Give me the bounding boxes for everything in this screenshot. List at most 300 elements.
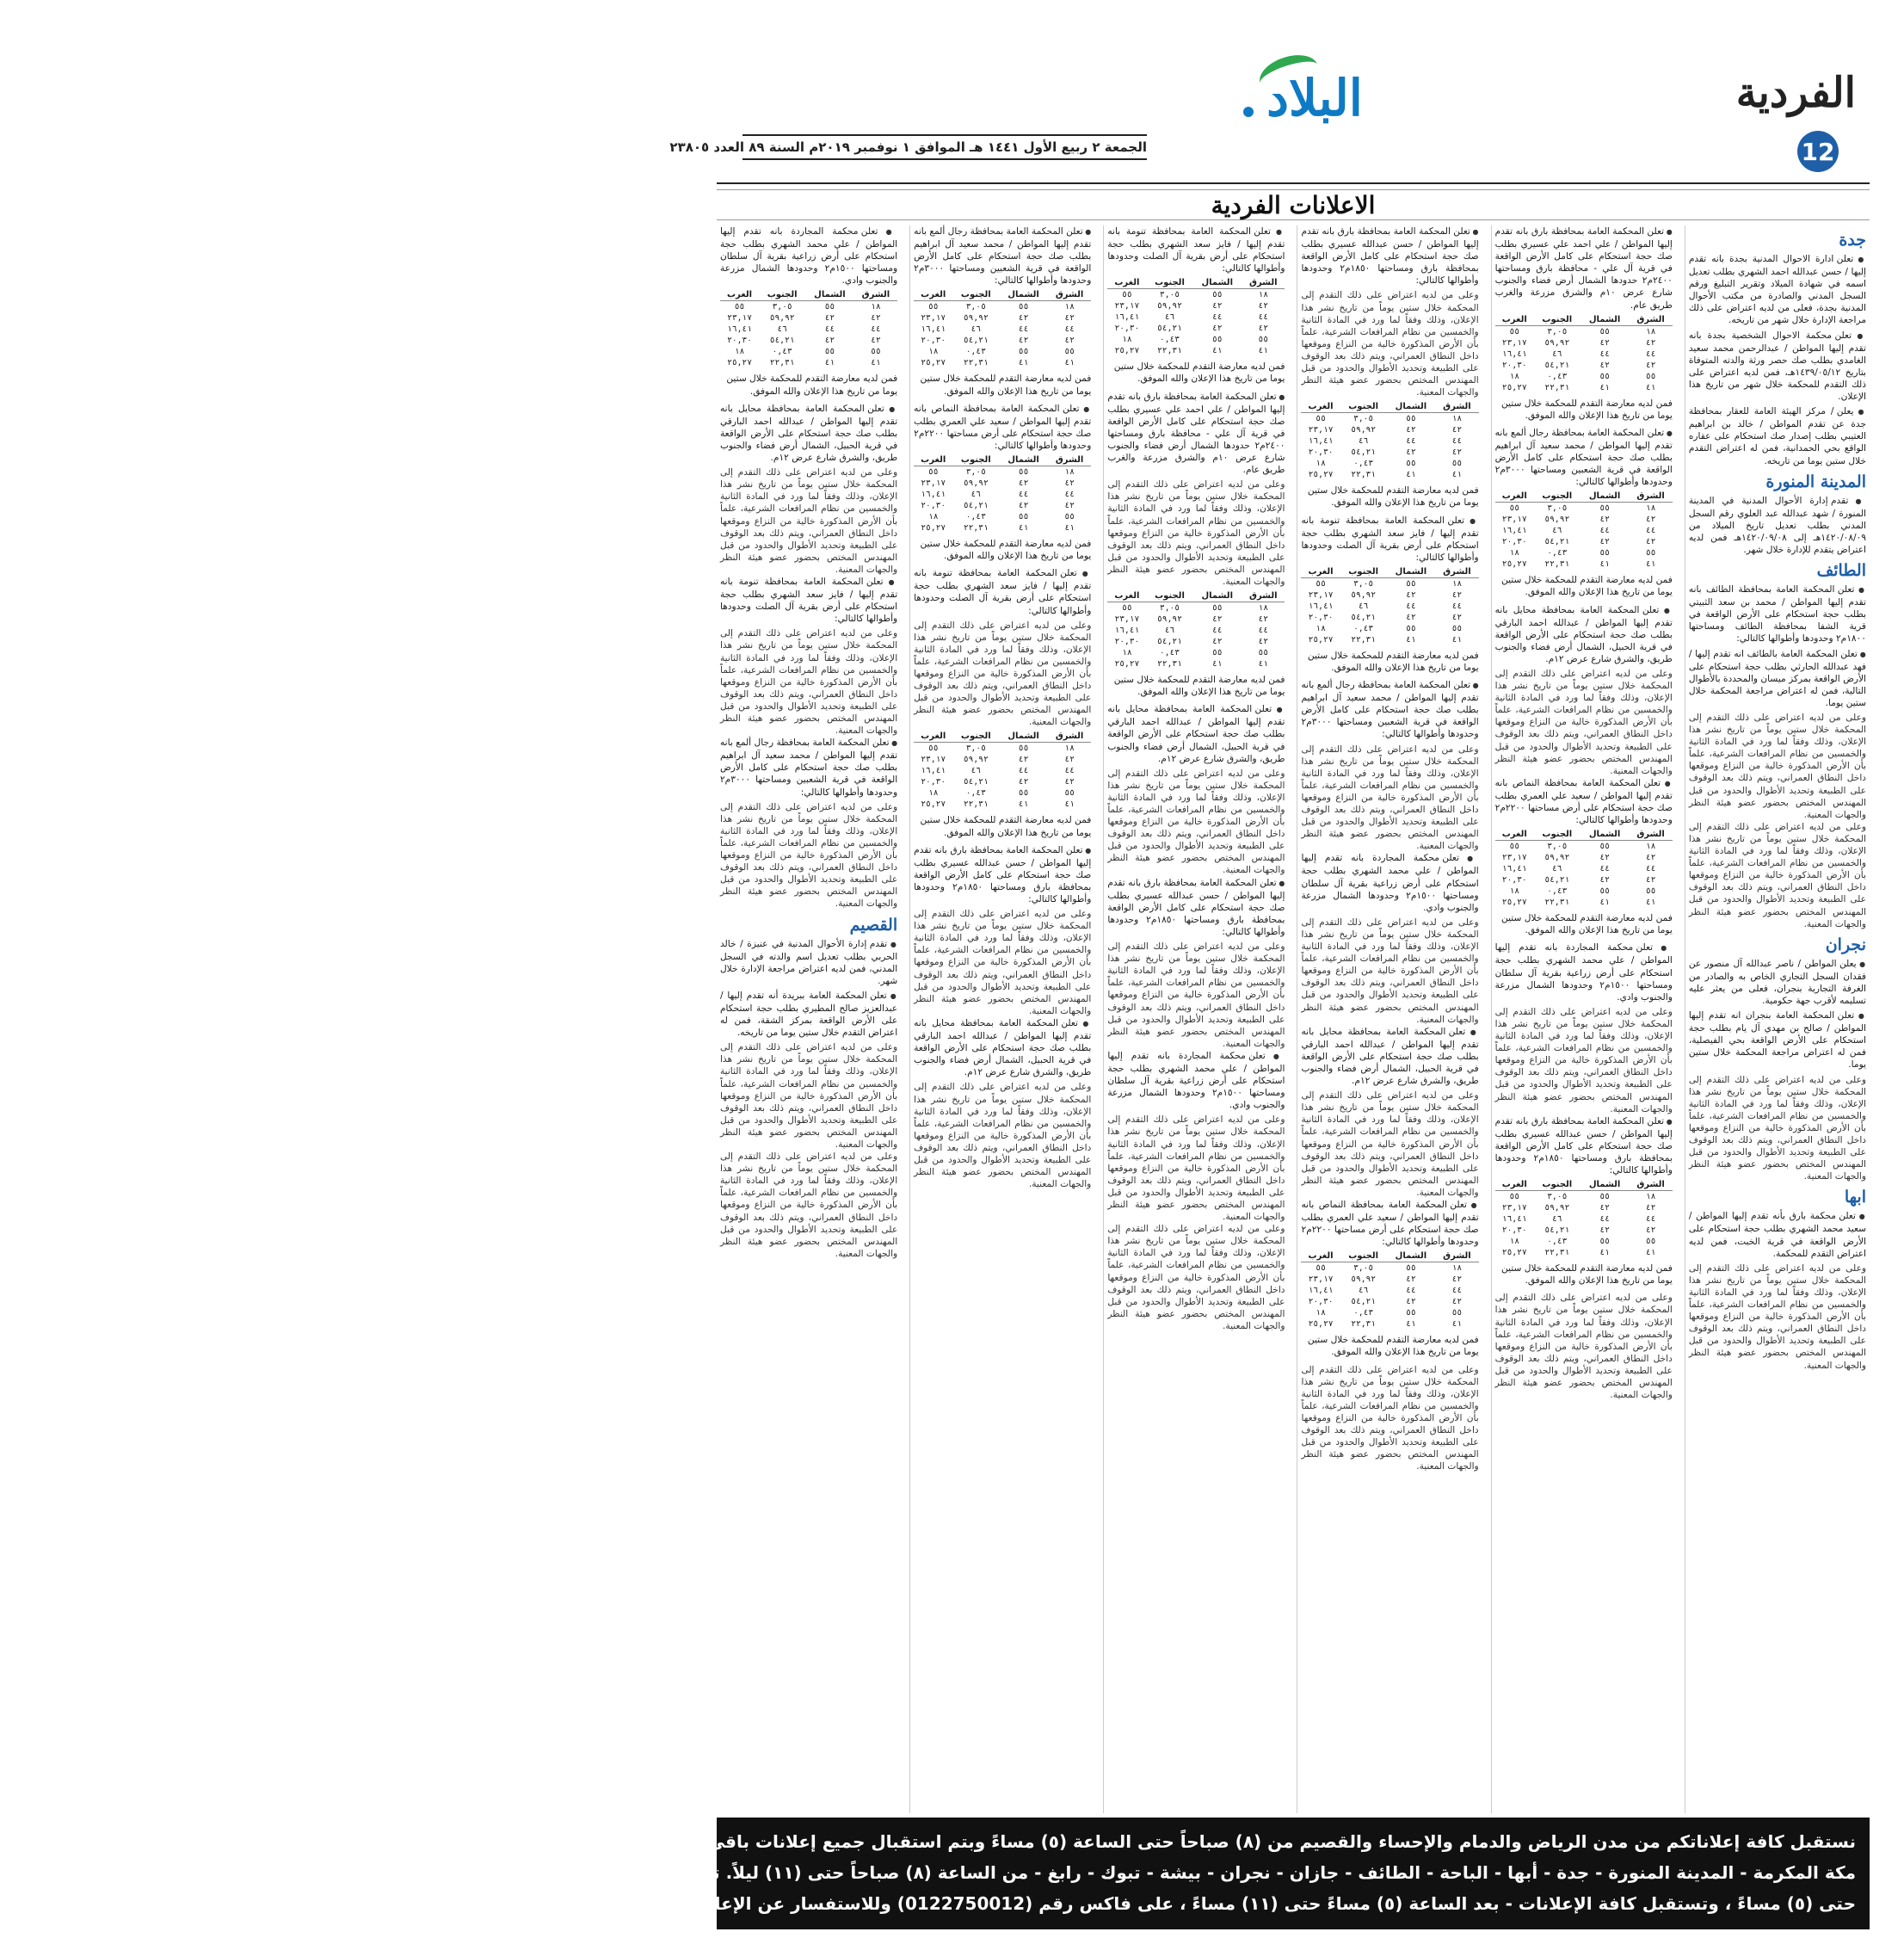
table-cell: ١٨ — [734, 347, 745, 357]
ad-item: ● تعلن محكمة المجاردة بانه تقدم إليها المواطن / علي محمد الشهري بطلب حجة استحكام على أرض زراعية بقرية آل سلطان ومساحتها ١٥٠٠م٢ وحدودها الشمال مزرعة والجنوب وادي. — [1107, 1050, 1285, 1111]
table-cell: ٥٥ — [1211, 290, 1223, 300]
table-cell: ١٨ — [1509, 371, 1520, 381]
table-cell: ٥٥ — [1406, 623, 1416, 633]
ad-closing-text: فمن لديه معارضة التقدم للمحكمة خلال ستين يوما من تاريخ هذا الإعلان والله الموفق. — [1501, 398, 1673, 421]
issue-date-line: الجمعة ٢ ربيع الأول ١٤٤١ هـ الموافق ١ نوفمبر ٢٠١٩م السنة ٨٩ العدد ٢٣٨٠٥ — [742, 134, 1147, 160]
table-cell: ٥٩,٩٢ — [1544, 337, 1570, 348]
table-cell: ٥٥ — [1018, 302, 1029, 312]
table-cell: ٤٦ — [970, 490, 982, 500]
column-header: الجنوب — [1340, 401, 1387, 413]
table-row — [1495, 536, 1673, 547]
table-cell: ٤٢ — [1018, 777, 1029, 787]
table-cell: ٥٥ — [1406, 1263, 1416, 1274]
ad-item: ● تعلن المحكمة العامة بمحافظة بارق بانه تقدم إليها المواطن / حسن عبدالله عسيري بطلب صك حجة استحكام على كامل الأرض الواقعة بمحافظة بارق ومساحتها ١٨٥٠م٢ وحدودها وأطوالها كالتالي: — [1495, 1115, 1673, 1176]
table-cell: ١٨ — [1316, 623, 1326, 633]
table-row — [1301, 601, 1478, 612]
table-cell: ٥٥ — [1599, 1237, 1610, 1247]
column-header: الجنوب — [952, 289, 999, 301]
table-cell: ٤٦ — [1552, 349, 1562, 359]
table-row — [1301, 1274, 1478, 1285]
table-cell: ٢٠,٣٠ — [1114, 637, 1140, 647]
table-cell: ٤٦ — [1358, 1286, 1369, 1296]
table-cell: ٤٢ — [824, 313, 835, 324]
ad-item: ● يعلن / مركز الهيئة العامة للعقار بمحافظة جدة عن تقدم المواطن / خالد بن ابراهيم العتيبي بطلب إصدار صك استحكام على عقاره الواقع بحي الحمدانية، فمن له اعتراض التقدم خلال ستين يوما من تاريخه. — [1689, 405, 1866, 466]
coordinates-table — [1107, 277, 1285, 356]
table-row — [1495, 514, 1673, 525]
ad-body-text: وعلى من لديه اعتراض على ذلك التقدم إلى المحكمة خلال ستين يوماً من تاريخ نشر هذا الإعلان، وذلك وفقاً لما ورد في المادة الثانية والخمسين من نظام المرافعات الشرعية، علماً بأن الأرض المذكورة خالية من النزاع وموقعها داخل النطاق العمراني، ويتم ذلك بعد الوقوف على الطبيعة وتحديد الأطوال والحدود من قبل المهندس المختص بحضور عضو هيئة النظر والجهات المعنية. — [1107, 941, 1285, 1049]
region-heading-qassim: القصيم — [849, 915, 898, 935]
table-row — [1495, 897, 1673, 908]
table-row — [1495, 525, 1673, 536]
table-cell: ٥٥ — [1509, 842, 1520, 852]
table-cell: ٢٣,١٧ — [921, 313, 946, 324]
table-cell: ٤٤ — [1645, 349, 1656, 359]
table-row — [1301, 413, 1478, 425]
table-cell: ١٨ — [1258, 603, 1269, 614]
table-cell: ٠,٤٣ — [1353, 459, 1374, 469]
table-cell: ٢٥,٢٧ — [1501, 382, 1527, 392]
table-cell: ١٨ — [1509, 1237, 1520, 1247]
table-row — [1107, 614, 1285, 625]
table-row — [914, 335, 1091, 346]
column-header: الغرب — [1495, 829, 1534, 841]
table-cell: ١٨ — [1645, 326, 1656, 336]
table-row — [1301, 612, 1478, 623]
region-heading-jeddah: جدة — [1839, 231, 1866, 250]
page-title: الاعلانات الفردية — [1211, 191, 1376, 219]
table-cell: ٤٢ — [1645, 1203, 1656, 1213]
table-cell: ٢٢,٣١ — [1351, 634, 1377, 645]
ad-item: ● تعلن المحكمة العامة بمحافظة رجال ألمع بانه تقدم إليها المواطن / محمد سعيد آل ابراهيم بطلب صك حجة استحكام على كامل الأرض الواقعة في قرية الشعبين ومساحتها ٣٠٠٠م٢ وحدودها وأطوالها كالتالي: — [1495, 427, 1673, 488]
table-cell: ٤٢ — [1599, 515, 1610, 525]
table-cell: ٤٢ — [1645, 1225, 1656, 1236]
column-header: الشرق — [1629, 314, 1672, 326]
table-cell: ٤٢ — [1406, 1297, 1416, 1307]
ad-closing-text: فمن لديه معارضة التقدم للمحكمة خلال ستين يوما من تاريخ هذا الإعلان والله الموفق. — [920, 373, 1092, 397]
ad-item: ● تعلن المحكمة العامة بمحافظة محايل بانه تقدم إليها المواطن / عبدالله احمد البارقي بطلب صك حجة استحكام على الأرض الواقعة في قرية الحبيل، الشمال أرض فضاء والجنوب طريق، والشرق شارع عرض ١٢م. — [1107, 703, 1285, 764]
table-cell: ٥٥ — [1211, 603, 1223, 614]
region-heading-najran: نجران — [1825, 935, 1866, 954]
table-cell: ٤٢ — [1018, 755, 1029, 765]
table-cell: ٢٣,١٧ — [1501, 337, 1527, 348]
table-row — [1301, 1262, 1478, 1275]
table-cell: ٤٢ — [1064, 777, 1075, 787]
table-cell: ٥٩,٩٢ — [1157, 614, 1182, 625]
table-row — [914, 765, 1091, 776]
table-cell: ٤٤ — [1258, 312, 1269, 323]
table-row — [1495, 852, 1673, 863]
table-row — [1301, 577, 1478, 589]
table-cell: ٢٢,٣١ — [963, 358, 989, 368]
table-cell: ٤١ — [1599, 898, 1610, 908]
table-cell: ٥٥ — [1064, 347, 1075, 357]
column-header: الشرق — [1629, 1179, 1672, 1191]
table-cell: ٥٥ — [1211, 335, 1223, 345]
table-cell: ٤٢ — [1645, 515, 1656, 525]
column-header: الجنوب — [1147, 590, 1193, 602]
ad-closing-text: فمن لديه معارضة التقدم للمحكمة خلال ستين يوما من تاريخ هذا الإعلان والله الموفق. — [1113, 675, 1285, 698]
column-header: الغرب — [720, 289, 759, 301]
coordinates-table — [1495, 491, 1673, 570]
table-cell: ٤١ — [1406, 470, 1416, 480]
table-cell: ٢٢,٣١ — [1157, 659, 1182, 670]
ad-item: ● تعلن المحكمة العامة بمحافظة النماص بانه تقدم إليها المواطن / سعيد علي العمري بطلب صك حجة استحكام على أرض مساحتها ٢٢٠٠م٢ وحدودها وأطوالها كالتالي: — [1495, 777, 1673, 826]
table-row — [914, 500, 1091, 511]
table-header-row — [1301, 566, 1478, 578]
table-cell: ٥٥ — [1406, 459, 1416, 469]
table-cell: ٤١ — [1599, 382, 1610, 392]
table-cell: ٤٤ — [871, 324, 881, 335]
table-header-row — [1495, 314, 1673, 326]
table-row — [720, 301, 897, 313]
table-cell: ٢٥,٢٧ — [1501, 559, 1527, 570]
table-row — [914, 799, 1091, 810]
table-cell: ٤٢ — [1064, 478, 1075, 489]
table-row — [1495, 886, 1673, 897]
table-cell: ٢٢,٣١ — [1351, 470, 1377, 480]
table-cell: ٣,٠٥ — [965, 302, 986, 312]
table-cell: ٢٥,٢٧ — [921, 358, 946, 368]
table-row — [1301, 1318, 1478, 1330]
table-cell: ٤٦ — [777, 324, 787, 335]
ad-closing-text: فمن لديه معارضة التقدم للمحكمة خلال ستين يوما من تاريخ هذا الإعلان والله الموفق. — [1307, 1335, 1479, 1358]
table-cell: ٢٠,٣٠ — [1308, 447, 1334, 458]
ad-body-text: وعلى من لديه اعتراض على ذلك التقدم إلى المحكمة خلال ستين يوماً من تاريخ نشر هذا الإعلان، وذلك وفقاً لما ورد في المادة الثانية والخمسين من نظام المرافعات الشرعية، علماً بأن الأرض المذكورة خالية من النزاع وموقعها داخل النطاق العمراني، ويتم ذلك بعد الوقوف على الطبيعة وتحديد الأطوال والحدود من قبل المهندس المختص بحضور عضو هيئة النظر والجهات المعنية. — [1107, 1114, 1285, 1223]
ad-item: ● تعلن المحكمة العامة بمحافظة تنومة بانه تقدم إليها / فايز سعد الشهري بطلب حجة استحكام على أرض بقرية آل الصلت وحدودها وأطوالها كالتالي: — [1107, 225, 1285, 275]
ad-body-text: وعلى من لديه اعتراض على ذلك التقدم إلى المحكمة خلال ستين يوماً من تاريخ نشر هذا الإعلان، وذلك وفقاً لما ورد في المادة الثانية والخمسين من نظام المرافعات الشرعية، علماً بأن الأرض المذكورة خالية من النزاع وموقعها داخل النطاق العمراني، ويتم ذلك بعد الوقوف على الطبيعة وتحديد الأطوال والحدود من قبل المهندس المختص بحضور عضو هيئة النظر والجهات المعنية. — [719, 1151, 898, 1259]
column-header: الجنوب — [1534, 314, 1581, 326]
column-5 — [909, 225, 1094, 1813]
table-cell: ٥٩,٩٢ — [769, 313, 795, 324]
table-cell: ٥٥ — [1509, 503, 1520, 514]
ad-item: ● تعلن المحكمة العامة بمحافظة رجال ألمع بانه تقدم إليها المواطن / محمد سعيد آل ابراهيم بطلب صك حجة استحكام على كامل الأرض الواقعة في قرية الشعبين ومساحتها ٣٠٠٠م٢ وحدودها وأطوالها كالتالي: — [720, 737, 897, 798]
column-header: الغرب — [1301, 1250, 1340, 1262]
table-cell: ٤٤ — [1406, 1286, 1416, 1296]
table-cell: ٥٥ — [1316, 578, 1326, 589]
table-cell: ٤١ — [1018, 358, 1029, 368]
table-row — [1107, 323, 1285, 334]
table-cell: ٤٤ — [1451, 1286, 1463, 1296]
table-cell: ١٦,٤١ — [921, 766, 946, 776]
table-cell: ٤٢ — [1018, 313, 1029, 324]
ad-closing-text: فمن لديه معارضة التقدم للمحكمة خلال ستين يوما من تاريخ هذا الإعلان والله الموفق. — [1307, 650, 1479, 673]
table-cell: ٢٠,٣٠ — [1114, 324, 1140, 334]
table-cell: ١٦,٤١ — [921, 324, 946, 335]
table-cell: ٠,٤٣ — [1159, 335, 1180, 345]
table-cell: ٢٠,٣٠ — [727, 336, 752, 346]
table-cell: ٤١ — [1018, 799, 1029, 810]
ad-item: ● تعلن المحكمة العامة بمحافظة بارق بانه تقدم إليها المواطن / حسن عبدالله عسيري بطلب صك حجة استحكام على كامل الأرض الواقعة بمحافظة بارق ومساحتها ١٨٥٠م٢ وحدودها وأطوالها كالتالي: — [914, 844, 1091, 905]
table-header-row — [1495, 829, 1673, 841]
ad-closing-text: فمن لديه معارضة التقدم للمحكمة خلال ستين يوما من تاريخ هذا الإعلان والله الموفق. — [1113, 361, 1285, 385]
table-cell: ١٨ — [1645, 842, 1656, 852]
ad-closing-text: فمن لديه معارضة التقدم للمحكمة خلال ستين يوما من تاريخ هذا الإعلان والله الموفق. — [1307, 485, 1479, 509]
table-cell: ١٨ — [1645, 503, 1656, 514]
region-heading-madinah: المدينة المنورة — [1765, 472, 1866, 491]
table-row — [1301, 435, 1478, 447]
table-cell: ٥٥ — [824, 302, 835, 312]
table-row — [1495, 874, 1673, 886]
table-cell: ٢٠,٣٠ — [1308, 1297, 1334, 1307]
coordinates-table — [1301, 401, 1478, 480]
table-row — [1301, 634, 1478, 645]
table-cell: ٤٢ — [1645, 337, 1656, 348]
table-cell: ٣,٠٥ — [1547, 1192, 1568, 1202]
table-row — [1495, 337, 1673, 349]
ad-closing-text: فمن لديه معارضة التقدم للمحكمة خلال ستين يوما من تاريخ هذا الإعلان والله الموفق. — [726, 373, 898, 397]
ad-closing-text: فمن لديه معارضة التقدم للمحكمة خلال ستين يوما من تاريخ هذا الإعلان والله الموفق. — [1501, 1263, 1673, 1287]
table-cell: ٤٤ — [1645, 864, 1656, 874]
table-cell: ١٦,٤١ — [1308, 436, 1334, 447]
table-cell: ١٦,٤١ — [1114, 626, 1140, 636]
table-cell: ٣,٠٥ — [965, 744, 986, 754]
table-cell: ٤١ — [1599, 559, 1610, 570]
advertising-contact-footer — [0, 1818, 1870, 1929]
table-row — [720, 346, 897, 357]
column-header: الجنوب — [1340, 566, 1387, 578]
column-4 — [1103, 225, 1288, 1813]
ad-item: ● تعلن محكمة المجاردة بانه تقدم إليها المواطن / علي محمد الشهري بطلب حجة استحكام على أرض زراعية بقرية آل سلطان ومساحتها ١٥٠٠م٢ وحدودها الشمال مزرعة والجنوب وادي. — [1495, 941, 1673, 1003]
table-cell: ٤٢ — [1018, 336, 1029, 346]
table-cell: ٥٥ — [824, 347, 835, 357]
table-cell: ٢٢,٣١ — [769, 358, 795, 368]
table-row — [1107, 289, 1285, 301]
table-row — [1107, 658, 1285, 670]
table-cell: ٠,٤٣ — [1547, 886, 1568, 897]
ad-item: ● تعلن ادارة الاحوال المدنية بجدة بانه تقدم إليها / حسن عبدالله احمد الشهري بطلب تعديل اسمه في شهادة الميلاد وتقرير التبليغ ورقم السجل المدني والصادرة من مكتب الأحوال المدنية بجدة، فعلى من لديه اعتراض على ذلك مراجعة الإدارة خلال شهر من تاريخه. — [1689, 253, 1866, 327]
table-cell: ٢٠,٣٠ — [921, 501, 946, 511]
table-cell: ١٨ — [1451, 578, 1463, 589]
table-cell: ٤٤ — [1258, 626, 1269, 636]
table-cell: ٤٢ — [1645, 853, 1656, 863]
column-header: الشمال — [1387, 401, 1436, 413]
table-cell: ٥٥ — [1064, 788, 1075, 799]
table-row — [1107, 647, 1285, 658]
table-cell: ١٨ — [1122, 335, 1132, 345]
column-header: الشرق — [1629, 829, 1672, 841]
column-header: الشرق — [1048, 731, 1091, 743]
table-cell: ٤٢ — [1211, 301, 1223, 312]
table-cell: ٤٤ — [1064, 766, 1075, 776]
table-cell: ٤١ — [1645, 382, 1656, 392]
table-cell: ٥٥ — [1451, 459, 1463, 469]
table-row — [1301, 469, 1478, 480]
table-cell: ٥٩,٩٢ — [1544, 1203, 1570, 1213]
table-cell: ٥٥ — [1645, 371, 1656, 381]
region-heading-abha: ابها — [1844, 1188, 1866, 1207]
table-cell: ٠,٤٣ — [1547, 1237, 1568, 1247]
ad-closing-text: فمن لديه معارضة التقدم للمحكمة خلال ستين يوما من تاريخ هذا الإعلان والله الموفق. — [1501, 575, 1673, 598]
table-cell: ٢٢,٣١ — [1157, 346, 1182, 356]
column-header: الجنوب — [952, 454, 999, 466]
table-cell: ٤٤ — [1211, 626, 1223, 636]
table-cell: ٢٣,١٧ — [921, 478, 946, 489]
table-cell: ٤٤ — [1018, 766, 1029, 776]
table-cell: ٤٢ — [1645, 537, 1656, 547]
coordinates-table — [1495, 1179, 1673, 1258]
column-header: الجنوب — [1534, 491, 1581, 503]
table-cell: ٢٥,٢٧ — [1114, 659, 1140, 670]
column-header: الغرب — [914, 454, 952, 466]
table-cell: ٤٢ — [1211, 614, 1223, 625]
column-header: الشمال — [1581, 491, 1630, 503]
table-cell: ٤٢ — [1064, 336, 1075, 346]
table-cell: ٤٦ — [1164, 626, 1175, 636]
table-cell: ٤٢ — [1258, 301, 1269, 312]
table-row — [1301, 458, 1478, 469]
table-cell: ١٨ — [927, 788, 939, 799]
table-cell: ٥٤,٢١ — [1157, 637, 1182, 647]
table-cell: ٣,٠٥ — [1353, 414, 1374, 424]
table-cell: ٥٩,٩٢ — [1544, 853, 1570, 863]
table-row — [1301, 589, 1478, 601]
column-header: الشمال — [999, 289, 1048, 301]
column-header: الغرب — [1107, 277, 1146, 289]
ad-body-text: وعلى من لديه اعتراض على ذلك التقدم إلى المحكمة خلال ستين يوماً من تاريخ نشر هذا الإعلان، وذلك وفقاً لما ورد في المادة الثانية والخمسين من نظام المرافعات الشرعية، علماً بأن الأرض المذكورة خالية من النزاع وموقعها داخل النطاق العمراني، ويتم ذلك بعد الوقوف على الطبيعة وتحديد الأطوال والحدود من قبل المهندس المختص بحضور عضو هيئة النظر والجهات المعنية. — [719, 1042, 898, 1150]
ad-body-text: وعلى من لديه اعتراض على ذلك التقدم إلى المحكمة خلال ستين يوماً من تاريخ نشر هذا الإعلان، وذلك وفقاً لما ورد في المادة الثانية والخمسين من نظام المرافعات الشرعية، علماً بأن الأرض المذكورة خالية من النزاع وموقعها داخل النطاق العمراني، ويتم ذلك بعد الوقوف على الطبيعة وتحديد الأطوال والحدود من قبل المهندس المختص بحضور عضو هيئة النظر والجهات المعنية. — [1107, 479, 1285, 587]
ad-body-text: وعلى من لديه اعتراض على ذلك التقدم إلى المحكمة خلال ستين يوماً من تاريخ نشر هذا الإعلان، وذلك وفقاً لما ورد في المادة الثانية والخمسين من نظام المرافعات الشرعية، علماً بأن الأرض المذكورة خالية من النزاع وموقعها داخل النطاق العمراني، ويتم ذلك بعد الوقوف على الطبيعة وتحديد الأطوال والحدود من قبل المهندس المختص بحضور عضو هيئة النظر والجهات المعنية. — [1494, 668, 1673, 776]
footer-line-2: مكة المكرمة - المدينة المنورة - جدة - أبها - الباحة - الطائف - جازان - نجران - بيشة - تبوك - رابغ - من الساعة (٨) صباحاً حتى (١١) ليلاً. تستقبل الإعلانات من كافة الفروع على هاتف (0126711000) فاكس (0126716241) — [0, 1862, 1856, 1883]
table-row — [1495, 1213, 1673, 1225]
table-cell: ٤٢ — [871, 313, 881, 324]
table-cell: ٤٦ — [970, 324, 982, 335]
table-cell: ٢٣,١٧ — [1501, 515, 1527, 525]
table-row — [1495, 1225, 1673, 1236]
column-header: الشمال — [1192, 277, 1242, 289]
table-cell: ٤٤ — [1064, 490, 1075, 500]
table-header-row — [914, 289, 1091, 301]
ad-body-text: وعلى من لديه اعتراض على ذلك التقدم إلى المحكمة خلال ستين يوماً من تاريخ نشر هذا الإعلان، وذلك وفقاً لما ورد في المادة الثانية والخمسين من نظام المرافعات الشرعية، علماً بأن الأرض المذكورة خالية من النزاع وموقعها داخل النطاق العمراني، ويتم ذلك بعد الوقوف على الطبيعة وتحديد الأطوال والحدود من قبل المهندس المختص بحضور عضو هيئة النظر والجهات المعنية. — [1494, 1293, 1673, 1401]
table-cell: ٤١ — [1064, 358, 1075, 368]
table-row — [1107, 334, 1285, 345]
table-cell: ١٨ — [1064, 744, 1075, 754]
table-row — [914, 357, 1091, 368]
table-cell: ٢٣,١٧ — [727, 313, 752, 324]
table-cell: ٤٢ — [1406, 589, 1416, 600]
footer-line-3: حتى (٥) مساءً ، وتستقبل كافة الإعلانات - بعد الساعة (٥) مساءً حتى (١١) مساءً ، على فاكس رقم (0122750012) وللاستفسار عن الإعلانات على مدار الساعة ، نأمل الاتصال على جوال (0567787781) — [168, 1893, 1856, 1914]
table-cell: ٤١ — [1211, 659, 1223, 670]
table-cell: ٣,٠٥ — [1159, 603, 1180, 614]
table-cell: ٥٥ — [1406, 1308, 1416, 1318]
ad-item: ● تعلن المحكمة العامة بمحافظة بارق بانه تقدم إليها المواطن / حسن عبدالله عسيري بطلب صك حجة استحكام على كامل الأرض الواقعة بمحافظة بارق ومساحتها ١٨٥٠م٢ وحدودها وأطوالها كالتالي: — [1107, 877, 1285, 938]
newspaper-logo — [1233, 64, 1396, 133]
table-cell: ٢٠,٣٠ — [921, 777, 946, 787]
table-row — [1107, 345, 1285, 356]
table-cell: ٢٢,٣١ — [1544, 898, 1570, 908]
table-cell: ٢٢,٣١ — [1544, 382, 1570, 392]
table-cell: ١٨ — [1509, 548, 1520, 559]
table-cell: ٤١ — [1018, 523, 1029, 534]
table-cell: ١٨ — [1509, 886, 1520, 897]
ad-item: ● تعلن المحكمة العامة بنجران انه تقدم إليها المواطن / صالح بن مهدي آل يام بطلب حجة استحكام على الأرض الواقعة بحي الفيصلية، فمن له اعتراض مراجعة المحكمة خلال ستين يوما. — [1689, 1009, 1866, 1071]
table-cell: ٤٢ — [1018, 501, 1029, 511]
table-cell: ٥٩,٩٢ — [963, 478, 989, 489]
ad-closing-text: فمن لديه معارضة التقدم للمحكمة خلال ستين يوما من تاريخ هذا الإعلان والله الموفق. — [920, 539, 1092, 562]
ad-body-text: وعلى من لديه اعتراض على ذلك التقدم إلى المحكمة خلال ستين يوماً من تاريخ نشر هذا الإعلان، وذلك وفقاً لما ورد في المادة الثانية والخمسين من نظام المرافعات الشرعية، علماً بأن الأرض المذكورة خالية من النزاع وموقعها داخل النطاق العمراني، ويتم ذلك بعد الوقوف على الطبيعة وتحديد الأطوال والحدود من قبل المهندس المختص بحضور عضو هيئة النظر والجهات المعنية. — [1301, 1090, 1479, 1198]
coordinates-table — [1301, 1250, 1478, 1330]
column-2 — [1491, 225, 1676, 1813]
table-cell: ٢٢,٣١ — [1351, 1319, 1377, 1330]
table-cell: ٤٢ — [1258, 637, 1269, 647]
table-cell: ٤٤ — [1599, 864, 1610, 874]
table-row — [1301, 623, 1478, 634]
table-row — [1301, 447, 1478, 458]
coordinates-table — [1301, 566, 1478, 645]
table-cell: ٥٥ — [1599, 503, 1610, 514]
table-cell: ٥٩,٩٢ — [1157, 301, 1182, 312]
table-cell: ٤٤ — [1599, 526, 1610, 536]
table-header-row — [1495, 491, 1673, 503]
table-row — [914, 478, 1091, 489]
table-cell: ٤٢ — [1406, 1275, 1416, 1285]
ad-body-text: وعلى من لديه اعتراض على ذلك التقدم إلى المحكمة خلال ستين يوماً من تاريخ نشر هذا الإعلان، وذلك وفقاً لما ورد في المادة الثانية والخمسين من نظام المرافعات الشرعية، علماً بأن الأرض المذكورة خالية من النزاع وموقعها داخل النطاق العمراني، ويتم ذلك بعد الوقوف على الطبيعة وتحديد الأطوال والحدود من قبل المهندس المختص بحضور عضو هيئة النظر والجهات المعنية. — [1688, 1074, 1866, 1182]
coordinates-table — [1107, 590, 1285, 670]
table-cell: ١٨ — [1122, 648, 1132, 658]
table-cell: ٥٩,٩٢ — [963, 755, 989, 765]
table-cell: ٢٠,٣٠ — [1501, 360, 1527, 370]
ad-item: ● تعلن المحكمة العامة بمحافظة تنومة بانه تقدم إليها / فايز سعد الشهري بطلب حجة استحكام على أرض بقرية آل الصلت وحدودها وأطوالها كالتالي: — [1301, 515, 1478, 564]
table-cell: ٤٤ — [1599, 1214, 1610, 1225]
table-cell: ٥٥ — [1509, 326, 1520, 336]
column-header: الغرب — [914, 731, 952, 743]
ad-item: ● يعلن المواطن / ناصر عبدالله آل منصور عن فقدان السجل التجاري الخاص به والصادر من الغرفة التجارية بنجران، فعلى من يعثر عليه تسليمه لأقرب جهة حكومية. — [1689, 958, 1866, 1007]
ad-body-text: وعلى من لديه اعتراض على ذلك التقدم إلى المحكمة خلال ستين يوماً من تاريخ نشر هذا الإعلان، وذلك وفقاً لما ورد في المادة الثانية والخمسين من نظام المرافعات الشرعية، علماً بأن الأرض المذكورة خالية من النزاع وموقعها داخل النطاق العمراني، ويتم ذلك بعد الوقوف على الطبيعة وتحديد الأطوال والحدود من قبل المهندس المختص بحضور عضو هيئة النظر والجهات المعنية. — [1688, 1262, 1866, 1371]
coordinates-table — [914, 289, 1091, 368]
table-cell: ٤٢ — [1451, 1275, 1463, 1285]
ad-item: ● تقدم إدارة الأحوال المدنية في عنيزة / خالد الحربي بطلب تعديل اسم والدته في السجل المدني، فمن لديه اعتراض مراجعة الإدارة خلال شهر. — [720, 938, 897, 987]
table-cell: ٢٢,٣١ — [963, 523, 989, 534]
table-cell: ٤٢ — [1645, 875, 1656, 886]
column-header: الشمال — [1581, 1179, 1630, 1191]
table-cell: ٥٥ — [1599, 886, 1610, 897]
table-row — [720, 357, 897, 368]
column-1 — [1685, 225, 1870, 1813]
table-cell: ٢٠,٣٠ — [1501, 1225, 1527, 1236]
column-header: الجنوب — [1147, 277, 1193, 289]
table-cell: ٥٥ — [871, 347, 881, 357]
table-cell: ٤٤ — [1645, 526, 1656, 536]
column-header: الجنوب — [952, 731, 999, 743]
table-cell: ٥٤,٢١ — [1351, 612, 1377, 622]
table-cell: ٥٥ — [1064, 512, 1075, 522]
table-cell: ٤٦ — [1164, 312, 1175, 323]
table-cell: ٣,٠٥ — [965, 467, 986, 478]
page-number-badge: 12 — [1797, 131, 1839, 172]
table-cell: ٤٤ — [1211, 312, 1223, 323]
table-cell: ٢٢,٣١ — [1544, 559, 1570, 570]
table-cell: ٥٥ — [927, 744, 939, 754]
table-cell: ٠,٤٣ — [1547, 371, 1568, 381]
table-cell: ٢٥,٢٧ — [1501, 898, 1527, 908]
table-cell: ٠,٤٣ — [1353, 623, 1374, 633]
ad-item: ● تعلن المحكمة العامة بمحافظة محايل بانه تقدم إليها المواطن / عبدالله احمد البارقي بطلب صك حجة استحكام على الأرض الواقعة في قرية الحبيل، الشمال أرض فضاء والجنوب طريق، والشرق شارع عرض ١٢م. — [1495, 604, 1673, 665]
table-cell: ٠,٤٣ — [772, 347, 792, 357]
table-row — [914, 466, 1091, 478]
table-cell: ٤٢ — [824, 336, 835, 346]
column-header: الشرق — [1048, 289, 1091, 301]
table-cell: ٥٥ — [1211, 648, 1223, 658]
column-header: الغرب — [914, 289, 952, 301]
table-cell: ٤٦ — [1552, 526, 1562, 536]
table-cell: ٤٤ — [1645, 1214, 1656, 1225]
table-cell: ٢٣,١٧ — [921, 755, 946, 765]
table-row — [720, 312, 897, 324]
column-header: الشمال — [1581, 314, 1630, 326]
table-cell: ٥٥ — [1509, 1192, 1520, 1202]
table-cell: ٠,٤٣ — [965, 788, 986, 799]
table-row — [1495, 360, 1673, 371]
ad-item: ● تعلن المحكمة العامة بمحافظة تنومة بانه تقدم إليها / فايز سعد الشهري بطلب حجة استحكام على أرض بقرية آل الصلت وحدودها وأطوالها كالتالي: — [914, 567, 1091, 616]
